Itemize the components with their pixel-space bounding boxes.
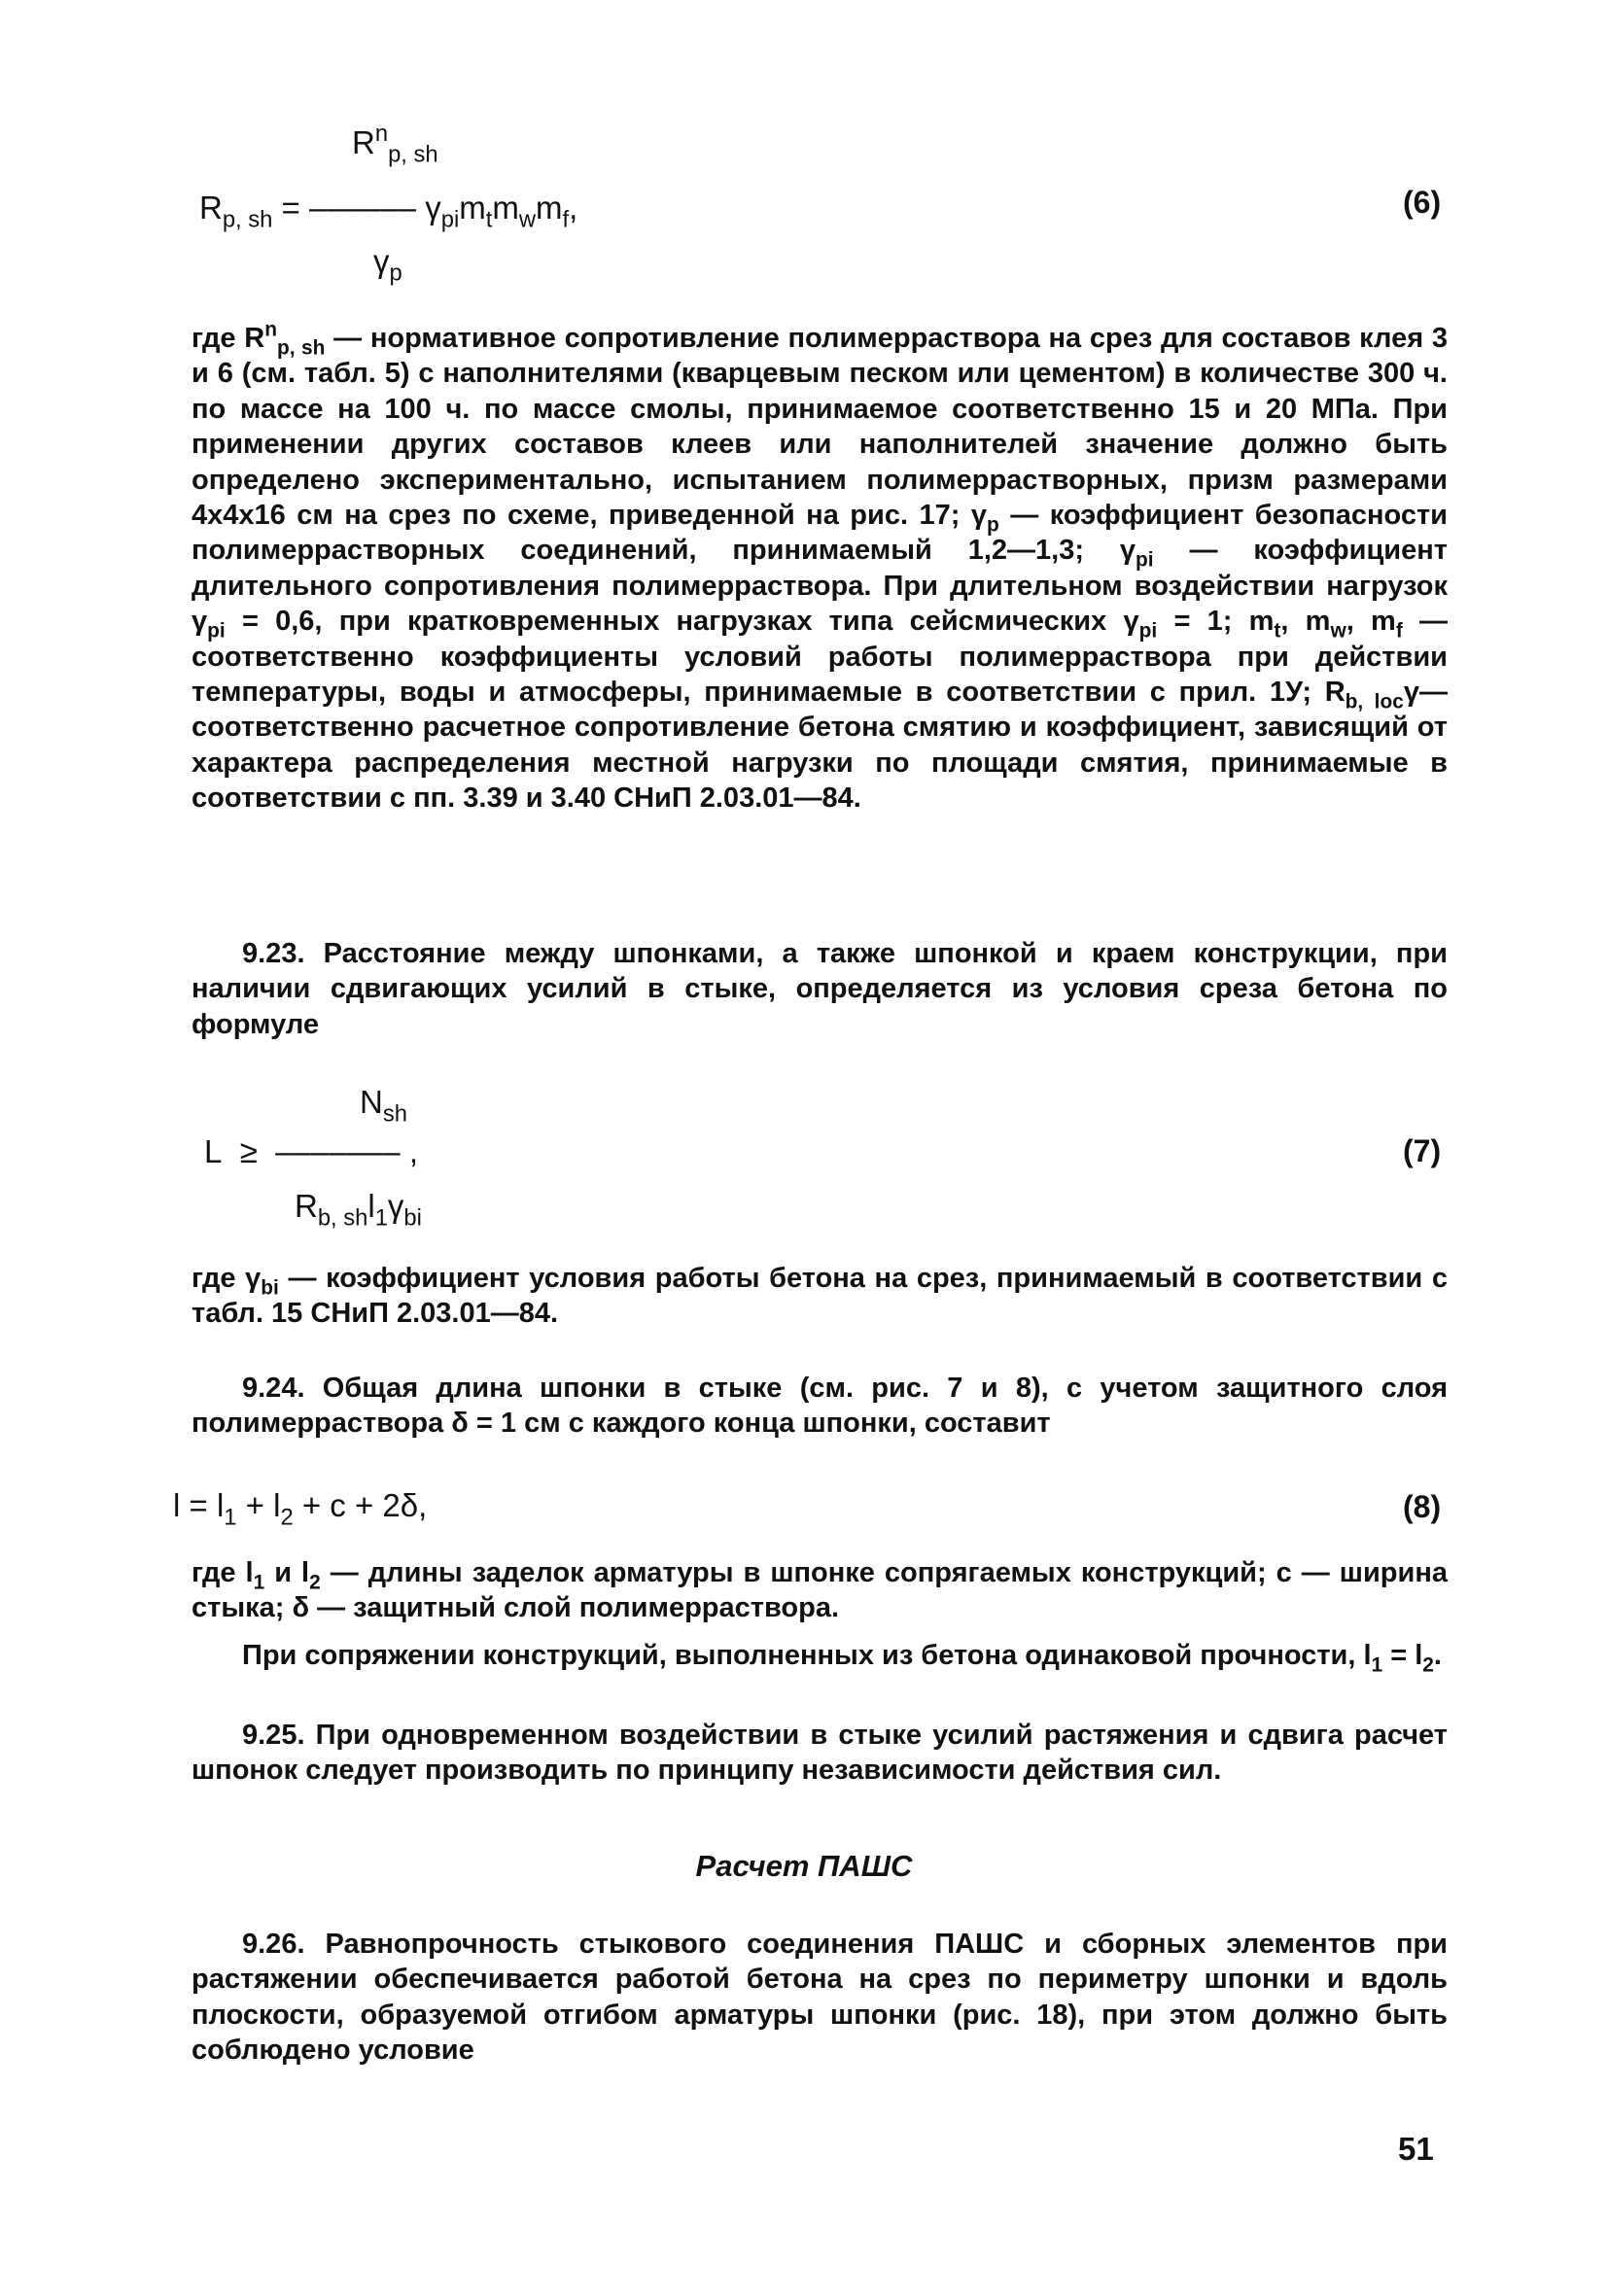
paragraph-definitions-7: где $\gamma_{bi}$ — коэффициент условия работы бетона на срез, принимаемый в соответствии с табл. 15 СНиП 2.03.01—84.: [192, 1263, 1448, 1330]
paragraph-equal-strength: При сопряжении конструкций, выполненных из бетона одинаковой прочности, $l_1 = l_2$.: [242, 1640, 1442, 1677]
section-heading: Расчет ПАШС: [695, 1849, 913, 1883]
page-number: 51: [1398, 2131, 1434, 2167]
equation-number-7: (7): [1403, 1133, 1442, 1168]
paragraph-9-25: 9.25. При одновременном воздействии в стыке усилий растяжения и сдвига расчет шпонок следует производить по принципу независимости действия сил.: [192, 1720, 1448, 1787]
paragraph-9-26: 9.26. Равнопрочность стыкового соединения ПАШС и сборных элементов при растяжении обеспечивается работой бетона на срез по периметру шпонки и вдоль плоскости, образуемой отгибом арматуры шпонки (рис. 18), при этом должно быть соблюдено условие: [192, 1929, 1448, 2067]
paragraph-9-24: 9.24. Общая длина шпонки в стыке (см. рис. 7 и 8), с учетом защитного слоя полимерраствора δ = 1 см с каждого конца шпонки, составит: [192, 1373, 1448, 1440]
equation-number-6: (6): [1403, 185, 1442, 220]
formula-7-denominator: $R_{b, sh}l_1\gamma_{bi}$: [295, 1188, 422, 1232]
formula-6-denominator: $\gamma_p$: [373, 243, 402, 287]
formula-6-numerator: $R^n_{p, sh}$: [352, 120, 438, 168]
formula-6-main-line: $R_{p, sh}$ = –––––– $\gamma_{pi}m_tm_wm_f$,: [199, 190, 578, 233]
paragraph-definitions-8: где $l_1$ и $l_2$ — длины заделок арматуры в шпонке сопрягаемых конструкций; с — ширина стыка; δ — защитный слой полимерраствора.: [192, 1557, 1448, 1624]
formula-7-numerator: $N_{sh}$: [360, 1084, 407, 1128]
formula-8: $l = l_1 + l_2 + c + 2\delta$,: [173, 1487, 428, 1531]
paragraph-9-23: 9.23. Расстояние между шпонками, а также шпонкой и краем конструкции, при наличии сдвигающих усилий в стыке, определяется из условия среза бетона по формуле: [192, 938, 1448, 1040]
equation-number-8: (8): [1403, 1489, 1442, 1524]
paragraph-definitions-6: где $R^n_{p, sh}$ — нормативное сопротивление полимерраствора на срез для составов клея 3 и 6 (см. табл. 5) с наполнителями (кварцевым песком или цементом) в количестве 300 ч. по массе на 100 ч. по массе смолы, принимаемое соответственно 15 и 20 МПа. При применении других составов клеев или наполнителей значение должно быть определено экспериментально, испытанием полимеррастворных, призм размерами 4х4х16 см на срез по схеме, приведенной на рис. 17; $\gamma_p$ — коэффициент безопасности полимеррастворных соединений, принимаемый 1,2—1,3; $\gamma_{pi}$ — коэффициент длительного сопротивления полимерраствора. При длительном воздействии нагрузок $\gamma_{pi} = 0,6$, при кратковременных нагрузках типа сейсмических $\gamma_{pi} = 1$; $m_t$, $m_w$, $m_f$ — соответственно коэффициенты условий работы полимерраствора при действии температуры, воды и атмосферы, принимаемые в соответствии с прил. 1У; $R_{b, loc}\gamma—соответственно$ расчетное сопротивление бетона смятию и коэффициент, зависящий от характера распределения местной нагрузки по площади смятия, принимаемые в соответствии с пп. 3.39 и 3.40 СНиП 2.03.01—84.: [192, 318, 1449, 815]
formula-7-main-line: L ≥ ––––––– ,: [204, 1133, 418, 1169]
